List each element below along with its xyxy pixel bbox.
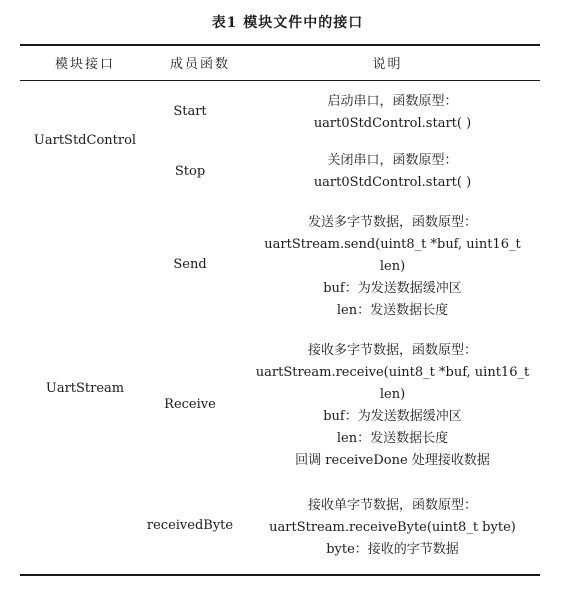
function-receive: Receive [164, 397, 216, 412]
description-line: buf：为发送数据缓冲区 [323, 281, 462, 296]
function-start: Start [173, 104, 207, 119]
description-line: uart0StdControl.start( ) [313, 175, 472, 190]
description-line: 回调 receiveDone 处理接收数据 [295, 453, 490, 468]
description-line: uartStream.send(uint8_t *buf, uint16_t [264, 237, 521, 252]
description-start [235, 91, 550, 135]
description-line: len) [379, 259, 406, 274]
description-send [235, 212, 550, 322]
header-member-function: 成员函数 [169, 57, 230, 72]
description-line: uartStream.receiveByte(uint8_t byte) [269, 520, 516, 535]
description-receivedbyte [235, 495, 550, 561]
description-line: 接收单字节数据，函数原型： [307, 498, 477, 513]
description-line: uart0StdControl.start( ) [313, 116, 472, 131]
description-stop [235, 150, 550, 194]
function-send: Send [173, 257, 207, 272]
description-line: 启动串口，函数原型： [327, 94, 458, 109]
description-receive [235, 340, 550, 472]
description-line: buf：为发送数据缓冲区 [323, 409, 462, 424]
description-line: 发送多字节数据，函数原型： [307, 215, 477, 230]
description-line: 关闭串口，函数原型： [327, 153, 458, 168]
header-description: 说明 [372, 57, 403, 72]
table-bottom-rule [20, 574, 540, 576]
table-caption: 表1 模块文件中的接口 [211, 15, 364, 31]
table-top-rule [20, 44, 540, 46]
description-line: uartStream.receive(uint8_t *buf, uint16_t [255, 365, 530, 380]
function-receivedbyte: receivedByte [146, 518, 234, 533]
module-uartstream: UartStream [45, 381, 125, 396]
description-line: 接收多字节数据，函数原型： [307, 343, 477, 358]
description-line: len：发送数据长度 [336, 303, 449, 318]
description-line: len) [379, 387, 406, 402]
description-line: byte：接收的字节数据 [326, 542, 459, 557]
header-module-interface: 模块接口 [54, 57, 115, 72]
function-stop: Stop [174, 164, 206, 179]
module-uartstdcontrol: UartStdControl [33, 133, 137, 148]
description-line: len：发送数据长度 [336, 431, 449, 446]
table-header-rule [20, 80, 540, 81]
